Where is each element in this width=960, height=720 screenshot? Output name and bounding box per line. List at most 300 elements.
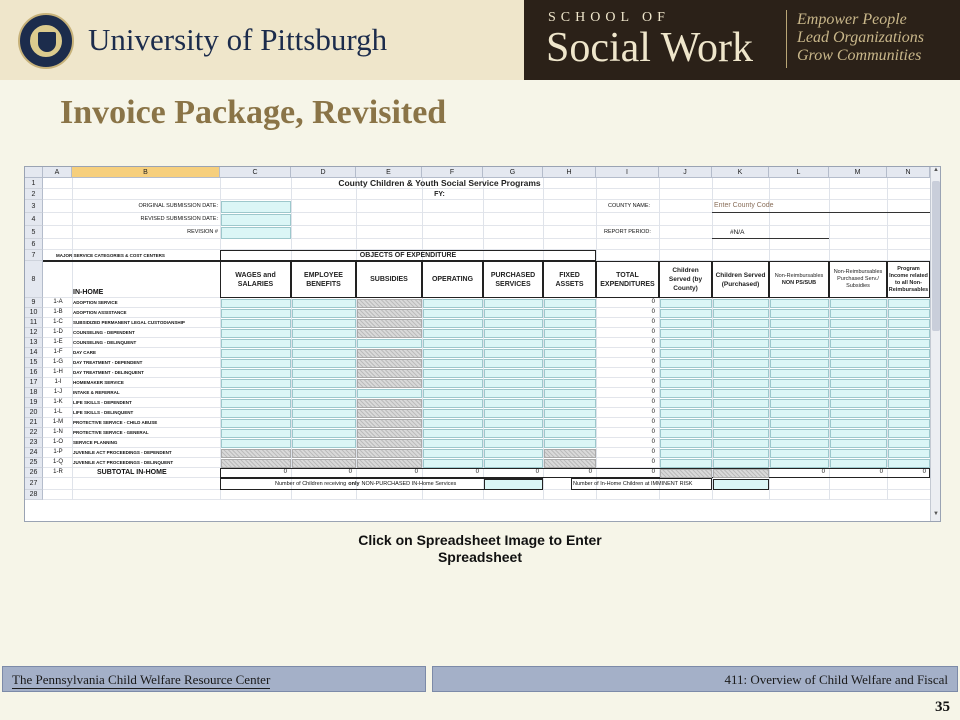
input-cell[interactable] [713, 449, 769, 458]
total-expenditure: 0 [651, 299, 655, 305]
gridline-h [43, 499, 930, 500]
imminent-risk-input[interactable] [713, 479, 769, 490]
input-cell[interactable] [770, 459, 829, 468]
input-cell[interactable] [830, 319, 887, 328]
input-cell[interactable] [770, 329, 829, 338]
input-cell[interactable] [660, 399, 712, 408]
input-cell[interactable] [221, 309, 291, 318]
input-cell[interactable] [221, 349, 291, 358]
major-categories-label: MAJOR SERVICE CATEGORIES & COST CENTERS [56, 253, 165, 258]
col-header-i: TOTAL EXPENDITURES [596, 261, 659, 298]
input-cell[interactable] [221, 419, 291, 428]
service-code: 1-L [53, 409, 63, 415]
input-cell[interactable] [423, 329, 483, 338]
total-expenditure: 0 [651, 339, 655, 345]
input-cell[interactable] [830, 449, 887, 458]
service-code: 1-O [52, 439, 63, 445]
col-header-k: Children Served (Purchased) [712, 261, 769, 298]
input-cell[interactable] [888, 359, 930, 368]
row-header[interactable]: 12 [25, 328, 43, 338]
subtotal-value: 0 [651, 469, 655, 475]
total-expenditure: 0 [651, 329, 655, 335]
column-header-d[interactable]: D [291, 167, 356, 178]
input-cell[interactable] [221, 339, 291, 348]
input-cell[interactable] [770, 309, 829, 318]
input-cell[interactable] [888, 349, 930, 358]
input-cell[interactable] [221, 439, 291, 448]
input-cell [357, 419, 422, 428]
input-cell[interactable] [484, 379, 543, 388]
service-code: 1-K [53, 399, 63, 405]
motto-list [797, 11, 924, 65]
input-cell[interactable] [357, 339, 422, 348]
input-cell[interactable] [660, 359, 712, 368]
row-header[interactable]: 20 [25, 408, 43, 418]
total-expenditure: 0 [651, 389, 655, 395]
county-name-label: COUNTY NAME: [608, 203, 651, 209]
input-cell[interactable] [660, 339, 712, 348]
imminent-risk-label: Number of In-Home Children at IMMINENT RISK [573, 481, 693, 487]
subtotal-value: 0 [879, 469, 883, 475]
input-cell[interactable] [830, 399, 887, 408]
total-expenditure: 0 [651, 409, 655, 415]
input-cell[interactable] [484, 399, 543, 408]
col-header-g: PURCHASED SERVICES [483, 261, 543, 298]
total-expenditure: 0 [651, 449, 655, 455]
row-header[interactable]: 4 [25, 213, 43, 226]
input-cell[interactable] [770, 409, 829, 418]
row-header[interactable]: 13 [25, 338, 43, 348]
input-cell[interactable] [713, 379, 769, 388]
slide-title: Invoice Package, Revisited [60, 94, 447, 131]
input-cell[interactable] [713, 399, 769, 408]
input-cell[interactable] [423, 379, 483, 388]
input-cell[interactable] [544, 379, 596, 388]
column-header-n[interactable]: N [887, 167, 930, 178]
row-header[interactable]: 2 [25, 189, 43, 200]
input-cell[interactable] [292, 419, 356, 428]
total-expenditure: 0 [651, 349, 655, 355]
input-cell[interactable] [292, 359, 356, 368]
input-cell[interactable] [660, 379, 712, 388]
input-cell[interactable] [544, 369, 596, 378]
original-submission-input[interactable] [221, 201, 291, 213]
service-name: PROTECTIVE SERVICE - GENERAL [73, 430, 149, 435]
row-header[interactable]: 25 [25, 458, 43, 468]
input-cell[interactable] [660, 409, 712, 418]
input-cell[interactable] [292, 309, 356, 318]
row-header[interactable]: 15 [25, 358, 43, 368]
report-period-value: #N/A [730, 229, 745, 236]
scroll-thumb[interactable] [932, 181, 940, 331]
row-header[interactable]: 22 [25, 428, 43, 438]
row-header[interactable]: 5 [25, 226, 43, 239]
column-header-f[interactable]: F [422, 167, 483, 178]
row-header[interactable]: 8 [25, 261, 43, 298]
input-cell[interactable] [770, 359, 829, 368]
input-cell[interactable] [292, 299, 356, 308]
revision-input[interactable] [221, 227, 291, 239]
service-name: COUNSELING - DELINQUENT [73, 340, 137, 345]
input-cell[interactable] [830, 389, 887, 398]
input-cell[interactable] [221, 369, 291, 378]
input-cell[interactable] [221, 359, 291, 368]
input-cell[interactable] [660, 309, 712, 318]
input-cell[interactable] [830, 459, 887, 468]
input-cell[interactable] [713, 459, 769, 468]
input-cell[interactable] [484, 449, 543, 458]
row-header[interactable]: 26 [25, 468, 43, 478]
input-cell[interactable] [770, 429, 829, 438]
input-cell[interactable] [660, 449, 712, 458]
input-cell[interactable] [888, 459, 930, 468]
input-cell[interactable] [713, 329, 769, 338]
input-cell[interactable] [292, 409, 356, 418]
row-header[interactable]: 19 [25, 398, 43, 408]
school-of-label: SCHOOL OF [548, 10, 670, 25]
input-cell[interactable] [830, 349, 887, 358]
input-cell[interactable] [484, 319, 543, 328]
column-header-b[interactable]: B [72, 167, 220, 178]
input-cell[interactable] [660, 419, 712, 428]
input-cell[interactable] [713, 319, 769, 328]
input-cell[interactable] [660, 389, 712, 398]
service-name: JUVENILE ACT PROCEEDINGS - DEPENDENT [73, 450, 172, 455]
service-name: DAY TREATMENT - DEPENDENT [73, 360, 143, 365]
input-cell[interactable] [423, 409, 483, 418]
footer-left [2, 666, 426, 692]
input-cell[interactable] [830, 419, 887, 428]
input-cell[interactable] [660, 439, 712, 448]
row-header[interactable]: 21 [25, 418, 43, 428]
input-cell[interactable] [484, 389, 543, 398]
input-cell[interactable] [423, 389, 483, 398]
resource-center-link[interactable]: The Pennsylvania Child Welfare Resource Center [12, 672, 271, 687]
input-cell[interactable] [221, 329, 291, 338]
input-cell[interactable] [221, 409, 291, 418]
input-cell[interactable] [292, 329, 356, 338]
scroll-down-icon[interactable]: ▼ [933, 511, 939, 517]
input-cell[interactable] [484, 429, 543, 438]
input-cell[interactable] [830, 299, 887, 308]
subtotal-value: 0 [475, 469, 479, 475]
input-cell[interactable] [423, 369, 483, 378]
input-cell[interactable] [484, 409, 543, 418]
col-header-j: Children Served (by County) [659, 261, 712, 298]
input-cell[interactable] [544, 399, 596, 408]
input-cell[interactable] [484, 439, 543, 448]
input-cell[interactable] [484, 299, 543, 308]
column-header-g[interactable]: G [483, 167, 543, 178]
row-header[interactable]: 9 [25, 298, 43, 308]
input-cell[interactable] [770, 439, 829, 448]
input-cell [357, 409, 422, 418]
total-expenditure: 0 [651, 419, 655, 425]
input-cell[interactable] [830, 309, 887, 318]
in-home-label: IN-HOME [73, 289, 104, 296]
input-cell [357, 459, 422, 468]
input-cell [357, 299, 422, 308]
row-header[interactable]: 16 [25, 368, 43, 378]
service-name: INTAKE & REFERRAL [73, 390, 120, 395]
input-cell[interactable] [292, 399, 356, 408]
input-cell[interactable] [221, 299, 291, 308]
input-cell[interactable] [830, 369, 887, 378]
input-cell [221, 459, 291, 468]
children-label-part: Number of Children receiving [275, 481, 347, 487]
service-code: 1-I [54, 379, 62, 385]
input-cell[interactable] [770, 369, 829, 378]
input-cell[interactable] [484, 419, 543, 428]
input-cell[interactable] [292, 369, 356, 378]
input-cell[interactable] [423, 359, 483, 368]
input-cell[interactable] [292, 339, 356, 348]
row-header[interactable]: 11 [25, 318, 43, 328]
children-label-part: only [348, 481, 360, 487]
input-cell[interactable] [830, 439, 887, 448]
input-cell[interactable] [713, 339, 769, 348]
input-cell[interactable] [292, 319, 356, 328]
input-cell[interactable] [484, 329, 543, 338]
revised-submission-input[interactable] [221, 214, 291, 226]
col-header-c: WAGES and SALARIES [220, 261, 291, 298]
input-cell[interactable] [713, 359, 769, 368]
input-cell[interactable] [830, 429, 887, 438]
row-header[interactable]: 17 [25, 378, 43, 388]
input-cell[interactable] [888, 319, 930, 328]
service-code: 1-D [53, 329, 63, 335]
row-header[interactable]: 24 [25, 448, 43, 458]
total-expenditure: 0 [651, 439, 655, 445]
input-cell [357, 329, 422, 338]
input-cell[interactable] [423, 419, 483, 428]
subtotal-label: SUBTOTAL IN-HOME [97, 469, 167, 476]
input-cell[interactable] [830, 329, 887, 338]
row-header[interactable]: 28 [25, 490, 43, 500]
input-cell[interactable] [660, 299, 712, 308]
input-cell[interactable] [292, 379, 356, 388]
column-header-a[interactable]: A [43, 167, 72, 178]
select-all-corner[interactable] [25, 167, 43, 178]
input-cell[interactable] [221, 399, 291, 408]
input-cell[interactable] [888, 379, 930, 388]
non-purchased-input[interactable] [484, 479, 543, 490]
input-cell[interactable] [713, 299, 769, 308]
footer-right [432, 666, 958, 692]
input-cell[interactable] [544, 319, 596, 328]
input-cell[interactable] [770, 349, 829, 358]
service-code: 1-G [52, 359, 63, 365]
input-cell[interactable] [770, 299, 829, 308]
input-cell[interactable] [660, 349, 712, 358]
input-cell[interactable] [660, 369, 712, 378]
row-header[interactable]: 3 [25, 200, 43, 213]
input-cell[interactable] [544, 389, 596, 398]
input-cell[interactable] [830, 359, 887, 368]
input-cell[interactable] [484, 339, 543, 348]
input-cell[interactable] [660, 459, 712, 468]
row-header[interactable]: 23 [25, 438, 43, 448]
total-expenditure: 0 [651, 379, 655, 385]
input-cell[interactable] [660, 319, 712, 328]
col-header-h: FIXED ASSETS [543, 261, 596, 298]
input-cell[interactable] [713, 389, 769, 398]
input-cell[interactable] [888, 439, 930, 448]
input-cell[interactable] [660, 329, 712, 338]
subtotal-value: 0 [588, 469, 592, 475]
input-cell[interactable] [423, 399, 483, 408]
objects-of-expenditure-header: OBJECTS OF EXPENDITURE [220, 250, 596, 261]
input-cell[interactable] [888, 369, 930, 378]
total-expenditure: 0 [651, 399, 655, 405]
input-cell[interactable] [888, 299, 930, 308]
input-cell[interactable] [292, 349, 356, 358]
input-cell[interactable] [292, 429, 356, 438]
input-cell[interactable] [544, 339, 596, 348]
input-cell[interactable] [888, 389, 930, 398]
subtotal-value: 0 [348, 469, 352, 475]
input-cell[interactable] [830, 379, 887, 388]
input-cell[interactable] [423, 319, 483, 328]
row-header[interactable]: 7 [25, 250, 43, 261]
input-cell[interactable] [770, 339, 829, 348]
input-cell[interactable] [544, 409, 596, 418]
column-header-k[interactable]: K [712, 167, 769, 178]
column-header-h[interactable]: H [543, 167, 596, 178]
subtotal-value: 0 [535, 469, 539, 475]
input-cell[interactable] [830, 409, 887, 418]
total-expenditure: 0 [651, 459, 655, 465]
spreadsheet-image[interactable] [24, 166, 941, 522]
input-cell[interactable] [484, 359, 543, 368]
vertical-scrollbar[interactable] [930, 167, 940, 521]
input-cell[interactable] [544, 429, 596, 438]
input-cell[interactable] [423, 309, 483, 318]
seal-inner [29, 24, 63, 58]
input-cell[interactable] [830, 339, 887, 348]
motto-1: Empower People [797, 11, 907, 28]
column-header-j[interactable]: J [659, 167, 712, 178]
input-cell[interactable] [888, 399, 930, 408]
subtotal-value: 0 [283, 469, 287, 475]
service-code: 1-N [53, 429, 63, 435]
input-cell[interactable] [423, 459, 483, 468]
input-cell[interactable] [544, 349, 596, 358]
input-cell[interactable] [888, 419, 930, 428]
county-name-value[interactable]: Enter County Code [714, 202, 774, 209]
input-cell[interactable] [713, 429, 769, 438]
row-header[interactable]: 1 [25, 178, 43, 189]
input-cell[interactable] [713, 419, 769, 428]
input-cell[interactable] [544, 329, 596, 338]
column-header-c[interactable]: C [220, 167, 291, 178]
input-cell[interactable] [484, 349, 543, 358]
scroll-up-icon[interactable]: ▲ [933, 167, 939, 173]
input-cell[interactable] [423, 349, 483, 358]
input-cell[interactable] [357, 389, 422, 398]
county-underline [712, 212, 930, 213]
input-cell[interactable] [888, 329, 930, 338]
input-cell[interactable] [888, 409, 930, 418]
report-period-label: REPORT PERIOD: [604, 229, 651, 235]
page-number: 35 [935, 699, 950, 715]
service-name: HOMEMAKER SERVICE [73, 380, 124, 385]
row-header[interactable]: 18 [25, 388, 43, 398]
input-cell[interactable] [770, 449, 829, 458]
total-expenditure: 0 [651, 359, 655, 365]
input-cell[interactable] [221, 389, 291, 398]
row-header[interactable]: 14 [25, 348, 43, 358]
col-header-f: OPERATING [422, 261, 483, 298]
input-cell[interactable] [770, 399, 829, 408]
row-header[interactable]: 10 [25, 308, 43, 318]
input-cell[interactable] [770, 319, 829, 328]
input-cell[interactable] [544, 299, 596, 308]
input-cell[interactable] [544, 419, 596, 428]
input-cell[interactable] [221, 379, 291, 388]
input-cell[interactable] [544, 359, 596, 368]
input-cell[interactable] [770, 389, 829, 398]
input-cell[interactable] [423, 439, 483, 448]
input-cell[interactable] [423, 339, 483, 348]
subtotal-value: 0 [922, 469, 926, 475]
column-header-i[interactable]: I [596, 167, 659, 178]
input-cell[interactable] [770, 419, 829, 428]
input-cell[interactable] [770, 379, 829, 388]
input-cell[interactable] [484, 309, 543, 318]
column-header-e[interactable]: E [356, 167, 422, 178]
input-cell[interactable] [888, 339, 930, 348]
input-cell[interactable] [423, 449, 483, 458]
service-code: 1-F [53, 349, 63, 355]
input-cell[interactable] [713, 409, 769, 418]
row-header[interactable]: 27 [25, 478, 43, 490]
input-cell [357, 349, 422, 358]
input-cell[interactable] [660, 429, 712, 438]
input-cell[interactable] [713, 369, 769, 378]
course-title: 411: Overview of Child Welfare and Fiscal [724, 672, 948, 687]
input-cell[interactable] [484, 459, 543, 468]
input-cell[interactable] [221, 429, 291, 438]
input-cell[interactable] [888, 309, 930, 318]
input-cell[interactable] [423, 429, 483, 438]
university-seal-icon [18, 13, 74, 69]
input-cell [357, 309, 422, 318]
input-cell[interactable] [484, 369, 543, 378]
column-header-m[interactable]: M [829, 167, 887, 178]
input-cell[interactable] [888, 449, 930, 458]
input-cell[interactable] [423, 299, 483, 308]
input-cell[interactable] [292, 439, 356, 448]
sheet-title: County Children & Youth Social Service Programs [338, 178, 541, 188]
spreadsheet-caption[interactable] [280, 532, 680, 566]
input-cell[interactable] [888, 429, 930, 438]
original-submission-label: ORIGINAL SUBMISSION DATE: [138, 203, 218, 209]
col-header-m: Non-Reimbursables Purchased Serv./ Subsidies [829, 261, 887, 298]
input-cell[interactable] [713, 439, 769, 448]
input-cell[interactable] [292, 389, 356, 398]
subtotal-value: 0 [821, 469, 825, 475]
input-cell[interactable] [544, 439, 596, 448]
input-cell[interactable] [544, 309, 596, 318]
input-cell[interactable] [221, 319, 291, 328]
input-cell[interactable] [713, 309, 769, 318]
input-cell [544, 459, 596, 468]
fy-label: FY: [434, 191, 445, 198]
input-cell[interactable] [713, 349, 769, 358]
column-header-l[interactable]: L [769, 167, 829, 178]
row-header[interactable]: 6 [25, 239, 43, 250]
